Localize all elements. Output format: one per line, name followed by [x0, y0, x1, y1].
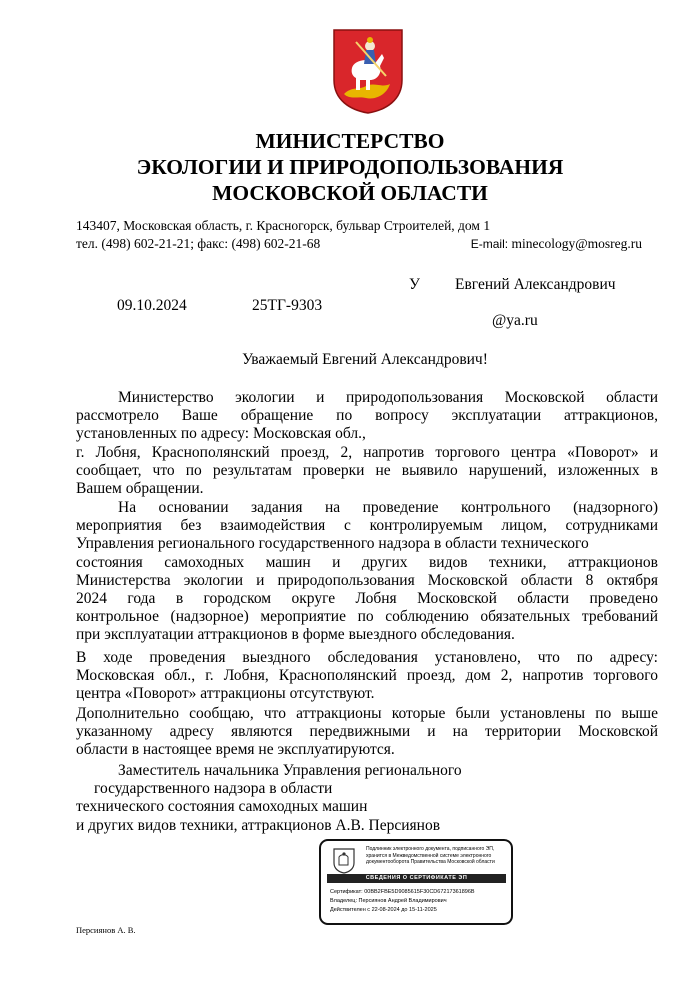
letter-paragraph-2: На основании задания на проведение контрольного (надзорного) мероприятия без взаимодействия с контролируемым лицом, сотрудниками Управления регионального государственного надзора в области технического состояния самоходных машин и других видов техники, аттракционов Министерства экологии и природопользования Московской области 8 октября 2024 года в городском округе Лобня Московской области проведено контрольное (надзорное) мероприятие по соблюдению обязательных требований при эксплуатации аттракционов в форме выездного обследования. — [76, 499, 658, 644]
moscow-oblast-coat-of-arms-icon — [330, 28, 406, 114]
seal-icon — [333, 848, 355, 874]
email-label: E-mail: — [470, 237, 509, 251]
stamp-note: Подлинник электронного документа, подписанного ЭП, хранится в Межведомственной системе электронного документооборота Правительства Московской области — [366, 846, 495, 866]
stamp-owner: Владелец: Персиянов Андрей Владимирович — [330, 898, 447, 904]
stamp-certificate: Сертификат: 00BB2FBE5D9085615F30CD67217361896B — [330, 889, 475, 895]
ministry-phones: тел. (498) 602-21-21; факс: (498) 602-21-68 — [76, 236, 321, 251]
letter-number: 25ТГ-9303 — [252, 297, 323, 314]
letter-date: 09.10.2024 — [117, 297, 187, 314]
ministry-email[interactable] — [471, 236, 642, 252]
recipient-email[interactable]: @ya.ru — [492, 312, 538, 329]
electronic-signature-stamp — [319, 839, 513, 925]
letter-paragraph-1: Министерство экологии и природопользования Московской области рассмотрело Ваше обращение по вопросу эксплуатации аттракционов, установленных по адресу: Московская обл., г. Лобня, Краснополянский проезд, 2, напротив торгового центра «Поворот» и сообщает, что по результатам проверки не выявило нарушений, изложенных в Вашем обращении. — [76, 389, 658, 498]
ministry-title: МИНИСТЕРСТВО ЭКОЛОГИИ И ПРИРОДОПОЛЬЗОВАНИЯ МОСКОВСКОЙ ОБЛАСТИ — [136, 129, 564, 205]
letter-paragraph-3: В ходе проведения выездного обследования установлено, что по адресу: Московская обл., г. Лобня, Краснополянский проезд, дом 2, напротив торгового центра «Поворот» аттракционы отсутствуют. — [76, 649, 658, 703]
signature-block: Заместитель начальника Управления регионального государственного надзора в области технического состояния самоходных машин и других видов техники, аттракционов А.В. Персиянов — [76, 762, 462, 834]
letter-paragraph-4: Дополнительно сообщаю, что аттракционы которые были установлены по выше указанному адресу являются передвижными и на территории Московской области в настоящее время не эксплуатируются. — [76, 705, 658, 759]
email-address[interactable]: minecology@mosreg.ru — [511, 236, 642, 251]
recipient-prefix: У — [409, 276, 420, 293]
stamp-validity: Действителен с 22-08-2024 до 15-11-2025 — [330, 907, 437, 913]
ministry-address: 143407, Московская область, г. Красногорск, бульвар Строителей, дом 1 — [76, 218, 491, 233]
executor-name: Персиянов А. В. — [76, 925, 136, 935]
salutation: Уважаемый Евгений Александрович! — [242, 351, 488, 368]
stamp-title: СВЕДЕНИЯ О СЕРТИФИКАТЕ ЭП — [327, 874, 506, 883]
recipient-name: Евгений Александрович — [455, 276, 616, 293]
